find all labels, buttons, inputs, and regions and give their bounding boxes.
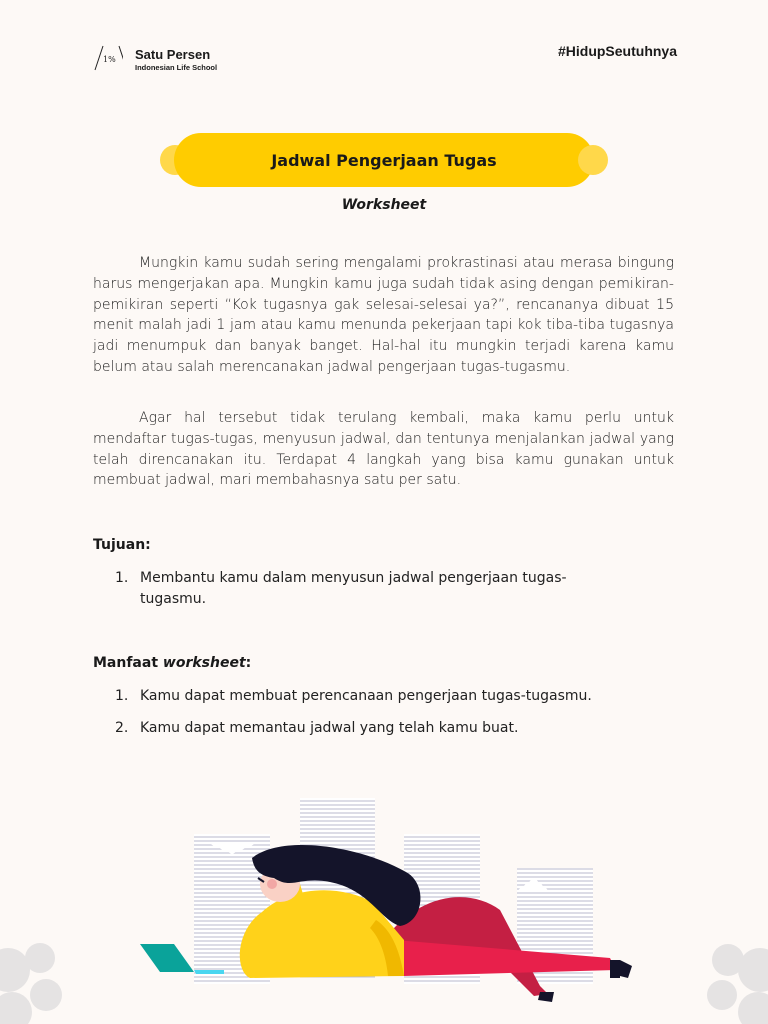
decor-right: [707, 944, 768, 1024]
page-title: Jadwal Pengerjaan Tugas: [271, 150, 497, 170]
list-item-number: 1.: [115, 570, 129, 586]
tujuan-heading: Tujuan:: [93, 537, 151, 553]
decor-left: [0, 943, 62, 1024]
logo-mark-text: 1%: [103, 55, 116, 64]
manfaat-list: [115, 686, 615, 750]
list-item-number: 2.: [115, 720, 129, 736]
manfaat-heading-suffix: :: [245, 655, 252, 671]
manfaat-heading-prefix: Manfaat: [93, 655, 163, 671]
list-item-text: Kamu dapat memantau jadwal yang telah kamu buat.: [140, 720, 519, 736]
hashtag: #HidupSeutuhnya: [557, 43, 677, 59]
legs: [384, 897, 632, 1002]
manfaat-heading: [93, 655, 251, 671]
banner-dot-right: [578, 145, 608, 175]
banner-pill: [174, 133, 594, 187]
list-item-number: 1.: [115, 688, 129, 704]
list-item: [115, 718, 615, 739]
intro-paragraph-1: Mungkin kamu sudah sering mengalami prokrastinasi atau merasa bingung harus mengerjakan apa. Mungkin kamu juga sudah tidak asing dengan pemikiran-pemikiran seperti “Kok tugasnya gak selesai-selesai ya?”, rencananya dibuat 15 menit malah jadi 1 jam atau kamu menunda pekerjaan tapi kok tiba-tiba tugasnya jadi menumpuk dan banyak banget. Hal-hal itu mungkin terjadi karena kamu belum atau salah merencanakan jadwal pengerjaan tugas-tugasmu.: [93, 255, 674, 375]
title-banner: [160, 133, 608, 187]
logo-name: Satu Persen: [135, 47, 211, 62]
list-item-text: Membantu kamu dalam menyusun jadwal pengerjaan tugas-tugasmu.: [140, 570, 567, 607]
intro-paragraph-2: Agar hal tersebut tidak terulang kembali, maka kamu perlu untuk mendaftar tugas-tugas, menyusun jadwal, dan tentunya menjalankan jadwal yang telah direncanakan itu. Terdapat 4 langkah yang bisa kamu gunakan untuk membuat jadwal, mari membahasnya satu per satu.: [93, 410, 674, 489]
logo-subtitle: Indonesian Life School: [135, 63, 218, 72]
satu-persen-logo: [93, 44, 243, 76]
page-subtitle: Worksheet: [341, 197, 427, 213]
tujuan-list: [115, 568, 575, 610]
list-item-text: Kamu dapat membuat perencanaan pengerjaan tugas-tugasmu.: [140, 688, 592, 704]
list-item: [115, 686, 615, 707]
tired-student-illustration: [0, 780, 768, 1024]
list-item: [115, 568, 575, 610]
manfaat-heading-italic: worksheet: [162, 655, 246, 671]
